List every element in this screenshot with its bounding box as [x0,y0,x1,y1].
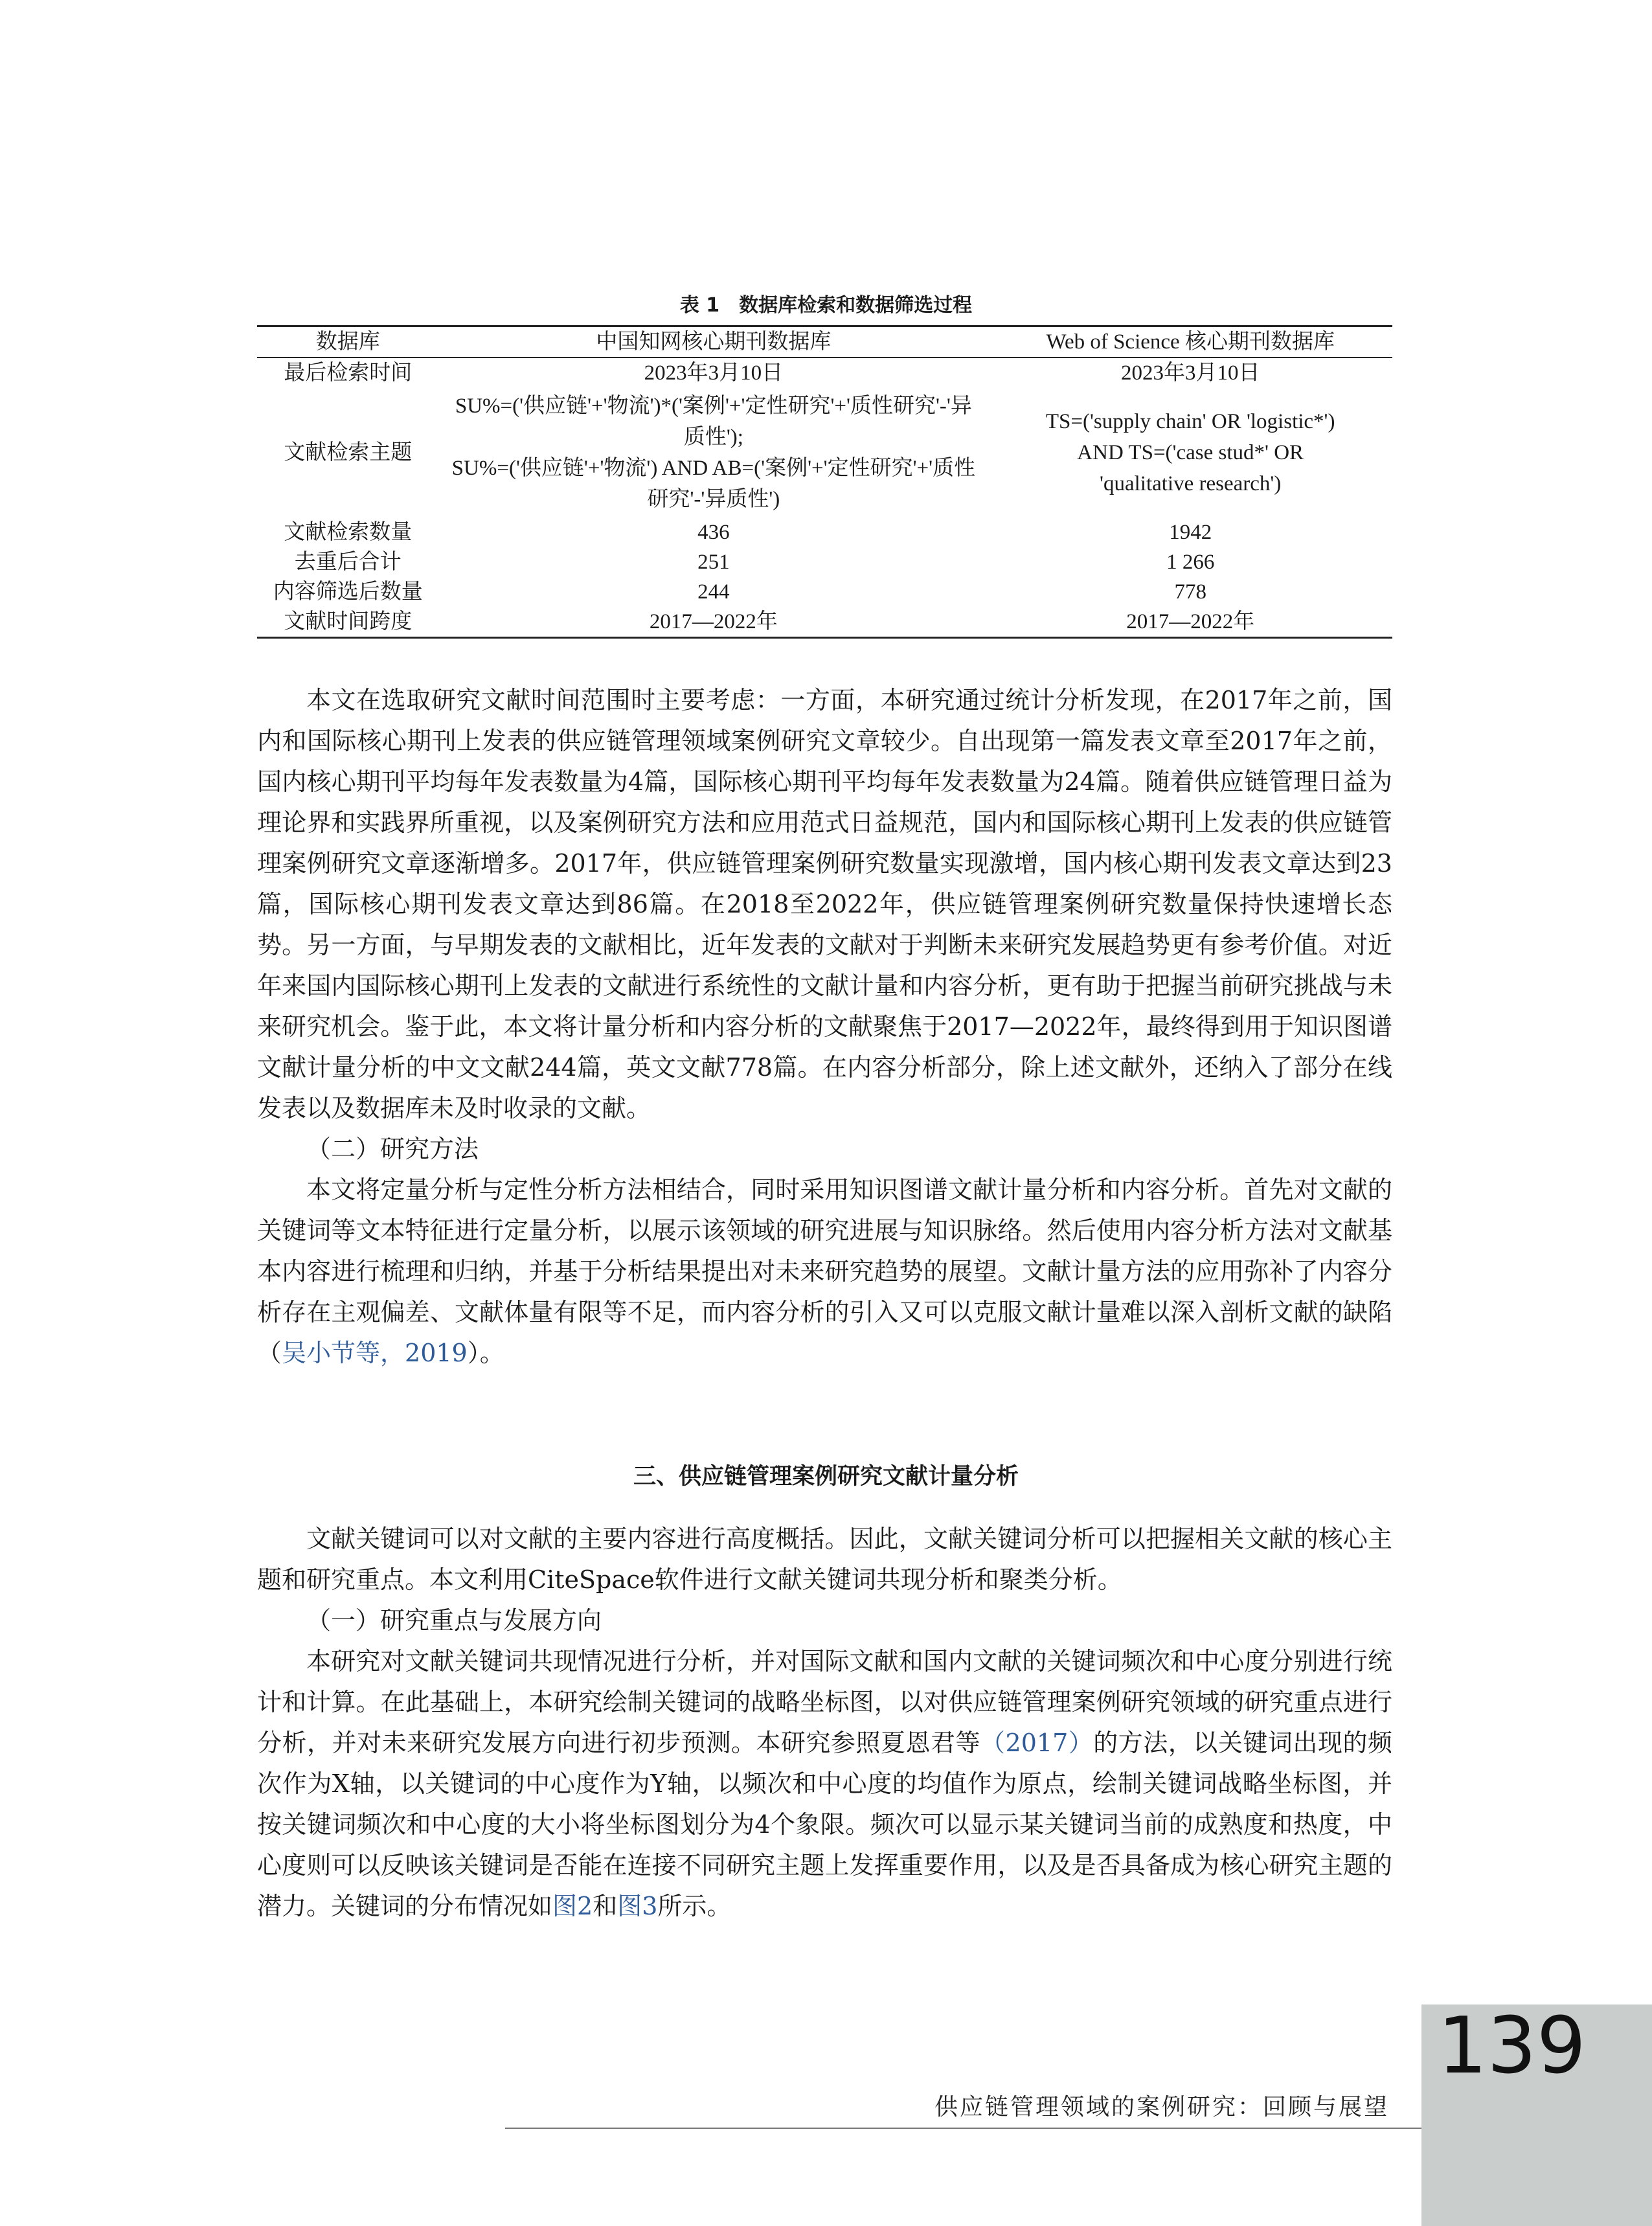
cnki-cell: 2023年3月10日 [644,361,784,385]
row-label: 去重后合计 [294,551,402,574]
row-label: 文献时间跨度 [284,610,413,633]
section-heading: 三、供应链管理案例研究文献计量分析 [633,1464,1019,1490]
cnki-cell: 2017—2022年 [649,610,778,633]
cnki-cell: 251 [697,551,730,574]
subheading-methods: （二）研究方法 [306,1135,479,1163]
figure3-link[interactable]: 图3 [617,1892,658,1920]
figure2-link[interactable]: 图2 [552,1892,593,1920]
paragraph-strategy [257,1641,1392,1927]
subheading-focus: （一）研究重点与发展方向 [306,1606,602,1635]
paragraph-time-range: 本文在选取研究文献时间范围时主要考虑：一方面，本研究通过统计分析发现，在2017年之前，国内和国际核心期刊上发表的供应链管理领域案例研究文章较少。自出现第一篇发表文章至2017年之前，国内核心期刊平均每年发表数量为4篇，国际核心期刊平均每年发表数量为24篇。随着供应链管理日益为理论界和实践界所重视，以及案例研究方法和应用范式日益规范，国内和国际核心期刊上发表的供应链管理案例研究文章逐渐增多。2017年，供应链管理案例研究数量实现激增，国内核心期刊发表文章达到23篇，国际核心期刊发表文章达到86篇。在2018至2022年，供应链管理案例研究数量保持快速增长态势。另一方面，与早期发表的文献相比，近年发表的文献对于判断未来研究发展趋势更有参考价值。对近年来国内国际核心期刊上发表的文献进行系统性的文献计量和内容分析，更有助于把握当前研究挑战与未来研究机会。鉴于此，本文将计量分析和内容分析的文献聚焦于2017—2022年，最终得到用于知识图谱文献计量分析的中文文献244篇，英文文献778篇。在内容分析部分，除上述文献外，还纳入了部分在线发表以及数据库未及时收录的文献。 [257,686,1392,1122]
table-header-row [257,326,1392,358]
paragraph-keywords: 文献关键词可以对文献的主要内容进行高度概括。因此，文献关键词分析可以把握相关文献的核心主题和研究重点。本文利用CiteSpace软件进行文献关键词共现分析和聚类分析。 [257,1525,1392,1594]
citation-link[interactable]: 吴小节等，2019 [282,1339,468,1367]
row-label: 文献检索主题 [284,441,413,464]
table-caption: 表 1 数据库检索和数据筛选过程 [679,294,973,317]
table-row [257,577,1392,607]
header-wos: Web of Science 核心期刊数据库 [1046,330,1335,354]
wos-query-text: TS=('supply chain' OR 'logistic*') AND TS=('case stud*' OR 'qualitative research') [1045,410,1335,495]
footer-divider [505,2128,1421,2129]
table-row [257,607,1392,638]
header-database: 数据库 [315,330,380,354]
paragraph-methods-text: 本文将定量分析与定性分析方法相结合，同时采用知识图谱文献计量分析和内容分析。首先对文献的关键词等文本特征进行定量分析，以展示该领域的研究进展与知识脉络。然后使用内容分析方法对文献基本内容进行梳理和归纳，并基于分析结果提出对未来研究趋势的展望。文献计量方法的应用弥补了内容分析存在主观偏差、文献体量有限等不足，而内容分析的引入又可以克服文献计量难以深入剖析文献的缺陷（ [257,1175,1392,1367]
conjunction-text: 和 [593,1892,618,1920]
paragraph-methods-end: ）。 [467,1339,504,1367]
row-label: 文献检索数量 [284,521,413,544]
running-title: 供应链管理领域的案例研究：回顾与展望 [934,2094,1389,2120]
table-row [257,388,1392,517]
wos-cell [988,388,1392,517]
database-table [257,325,1392,639]
citation-link[interactable]: （2017） [980,1729,1094,1757]
paragraph-strategy-end: 所示。 [657,1892,732,1920]
table-row [257,358,1392,388]
table-row [257,517,1392,547]
wos-cell: 2017—2022年 [1126,610,1255,633]
paragraph-strategy-text-b: 的方法，以关键词出现的频次作为X轴，以关键词的中心度作为Y轴，以频次和中心度的均值作为原点，绘制关键词战略坐标图，并按关键词频次和中心度的大小将坐标图划分为4个象限。频次可以显示某关键词当前的成熟度和热度，中心度则可以反映该关键词是否能在连接不同研究主题上发挥重要作用，以及是否具备成为核心研究主题的潜力。关键词的分布情况如 [257,1729,1392,1920]
table-row [257,547,1392,577]
paragraph-strategy-text-a: 本研究对文献关键词共现情况进行分析，并对国际文献和国内文献的关键词频次和中心度分别进行统计和计算。在此基础上，本研究绘制关键词的战略坐标图，以对供应链管理案例研究领域的研究重点进行分析，并对未来研究发展方向进行初步预测。本研究参照夏恩君等 [257,1647,1392,1757]
cnki-cell [438,388,988,517]
paragraph-methods [257,1170,1392,1374]
wos-cell: 1 266 [1166,551,1215,574]
cnki-cell: 244 [697,580,730,604]
page-number: 139 [1438,2001,1587,2091]
cnki-cell: 436 [697,521,730,544]
body-lower [257,1519,1392,1927]
header-cnki: 中国知网核心期刊数据库 [596,330,832,354]
row-label: 内容筛选后数量 [273,580,423,604]
wos-cell: 2023年3月10日 [1120,361,1260,385]
wos-cell: 778 [1174,580,1206,604]
body-upper [257,680,1392,1374]
wos-cell: 1942 [1169,521,1212,544]
cnki-query-text: SU%=('供应链'+'物流')*('案例'+'定性研究'+'质性研究'-'异质性'); SU%=('供应链'+'物流') AND AB=('案例'+'定性研究'+'质性研究'-'异质性') [451,394,976,511]
row-label: 最后检索时间 [284,361,413,385]
